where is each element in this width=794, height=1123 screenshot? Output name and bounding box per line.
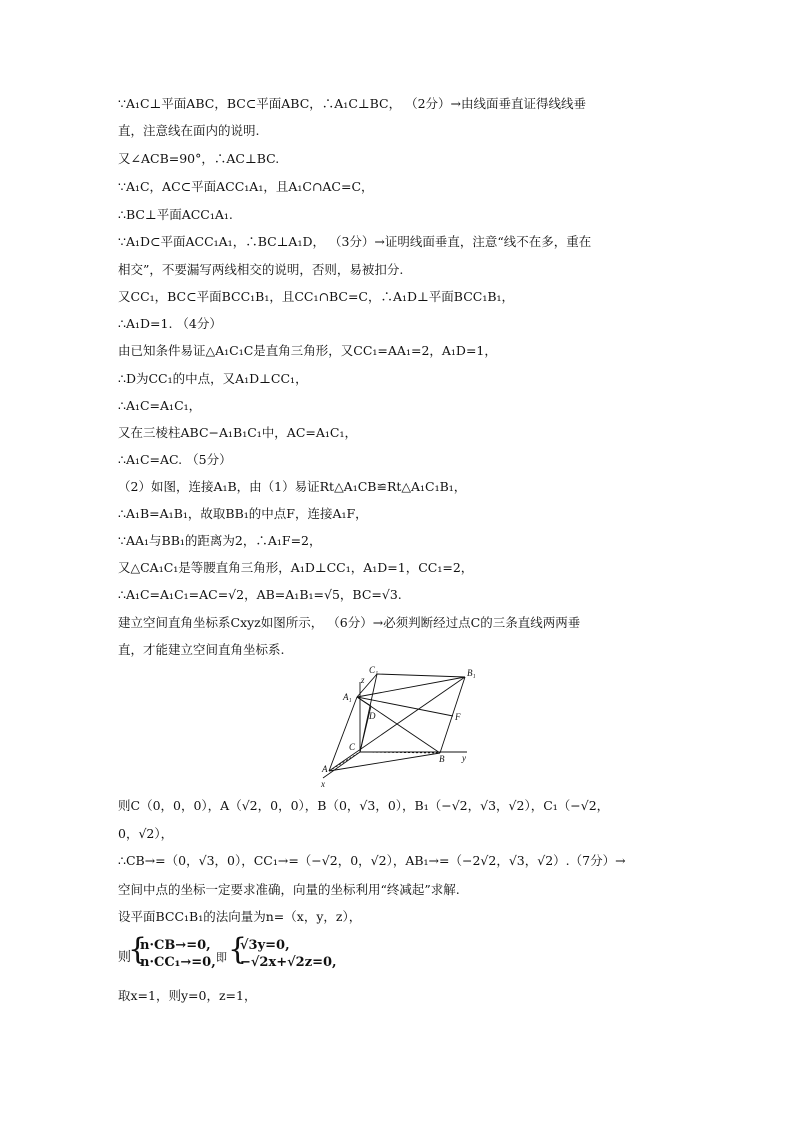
- text-line: ∴A₁C=AC. （5分）: [118, 452, 232, 467]
- left-brace: {: [128, 932, 148, 967]
- system-mid: 即: [216, 951, 227, 964]
- label-d: D: [369, 711, 376, 721]
- text-line: 建立空间直角坐标系Cxyz如图所示， （6分）→必须判断经过点C的三条直线两两垂: [118, 615, 581, 630]
- text-line: ∴A₁C=A₁C₁，: [118, 398, 202, 413]
- left-brace: {: [228, 932, 248, 967]
- equation-row: n·CC₁→=0,: [140, 955, 216, 970]
- text-line: ∴A₁B=A₁B₁，故取BB₁的中点F，连接A₁F，: [118, 506, 368, 521]
- text-line: ∵AA₁与BB₁的距离为2，∴A₁F=2，: [118, 533, 322, 548]
- label-a1: A₁: [343, 692, 352, 702]
- text-line: ∵A₁C，AC⊂平面ACC₁A₁，且A₁C∩AC=C，: [118, 179, 374, 194]
- text-line: 又△CA₁C₁是等腰直角三角形，A₁D⊥CC₁，A₁D=1，CC₁=2，: [118, 560, 474, 575]
- system-prefix: 则: [118, 950, 132, 965]
- label-c1: C₁: [369, 665, 379, 675]
- text-line: 直，才能建立空间直角坐标系.: [118, 642, 285, 657]
- text-line: 由已知条件易证△A₁C₁C是直角三角形，又CC₁=AA₁=2，A₁D=1，: [118, 343, 497, 358]
- text-line: 直，注意线在面内的说明.: [118, 123, 260, 138]
- text-line: 则C（0，0，0），A（√2，0，0），B（0，√3，0），B₁（−√2，√3，√2），C₁（−√2，: [118, 798, 610, 813]
- text-line: （2）如图，连接A₁B，由（1）易证Rt△A₁CB≌Rt△A₁C₁B₁，: [118, 479, 467, 494]
- text-line: 设平面BCC₁B₁的法向量为n=（x，y，z），: [118, 909, 362, 924]
- text-line: 0，√2），: [118, 826, 174, 841]
- text-line: ∴CB→=（0，√3，0），CC₁→=（−√2，0，√2），AB₁→=（−2√2，√3，√2）.（7分）→: [118, 853, 626, 868]
- label-z: z: [361, 675, 365, 685]
- label-b: B: [439, 754, 445, 764]
- text-line: 取x=1，则y=0，z=1，: [118, 988, 257, 1003]
- label-a: A: [322, 764, 328, 774]
- text-line: 相交”，不要漏写两线相交的说明，否则，易被扣分.: [118, 262, 404, 277]
- text-line: 又在三棱柱ABC−A₁B₁C₁中，AC=A₁C₁，: [118, 425, 357, 440]
- label-y: y: [462, 753, 466, 763]
- label-b1: B₁: [467, 668, 476, 678]
- equation-row: n·CB→=0,: [140, 938, 211, 953]
- text-line: ∴D为CC₁的中点，又A₁D⊥CC₁，: [118, 371, 308, 386]
- equation-row: √3y=0,: [240, 938, 290, 953]
- text-line: 又CC₁，BC⊂平面BCC₁B₁，且CC₁∩BC=C，∴A₁D⊥平面BCC₁B₁，: [118, 289, 515, 304]
- equation-row: −√2x+√2z=0,: [240, 955, 337, 970]
- text-line: ∵A₁D⊂平面ACC₁A₁，∴BC⊥A₁D， （3分）→证明线面垂直，注意“线不在多，重在: [118, 234, 592, 249]
- label-c: C: [349, 742, 356, 752]
- text-line: ∴BC⊥平面ACC₁A₁.: [118, 207, 233, 222]
- label-x: x: [321, 779, 325, 789]
- text-line: 空间中点的坐标一定要求准确，向量的坐标利用“终减起”求解.: [118, 882, 460, 897]
- text-line: ∴A₁D=1. （4分）: [118, 316, 222, 331]
- text-line: ∴A₁C=A₁C₁=AC=√2，AB=A₁B₁=√5，BC=√3.: [118, 587, 402, 602]
- text-line: 又∠ACB=90°，∴AC⊥BC.: [118, 151, 280, 166]
- prism-figure: [315, 664, 485, 789]
- text-line: ∵A₁C⊥平面ABC，BC⊂平面ABC，∴A₁C⊥BC， （2分）→由线面垂直证得线线垂: [118, 96, 587, 111]
- label-f: F: [455, 712, 461, 722]
